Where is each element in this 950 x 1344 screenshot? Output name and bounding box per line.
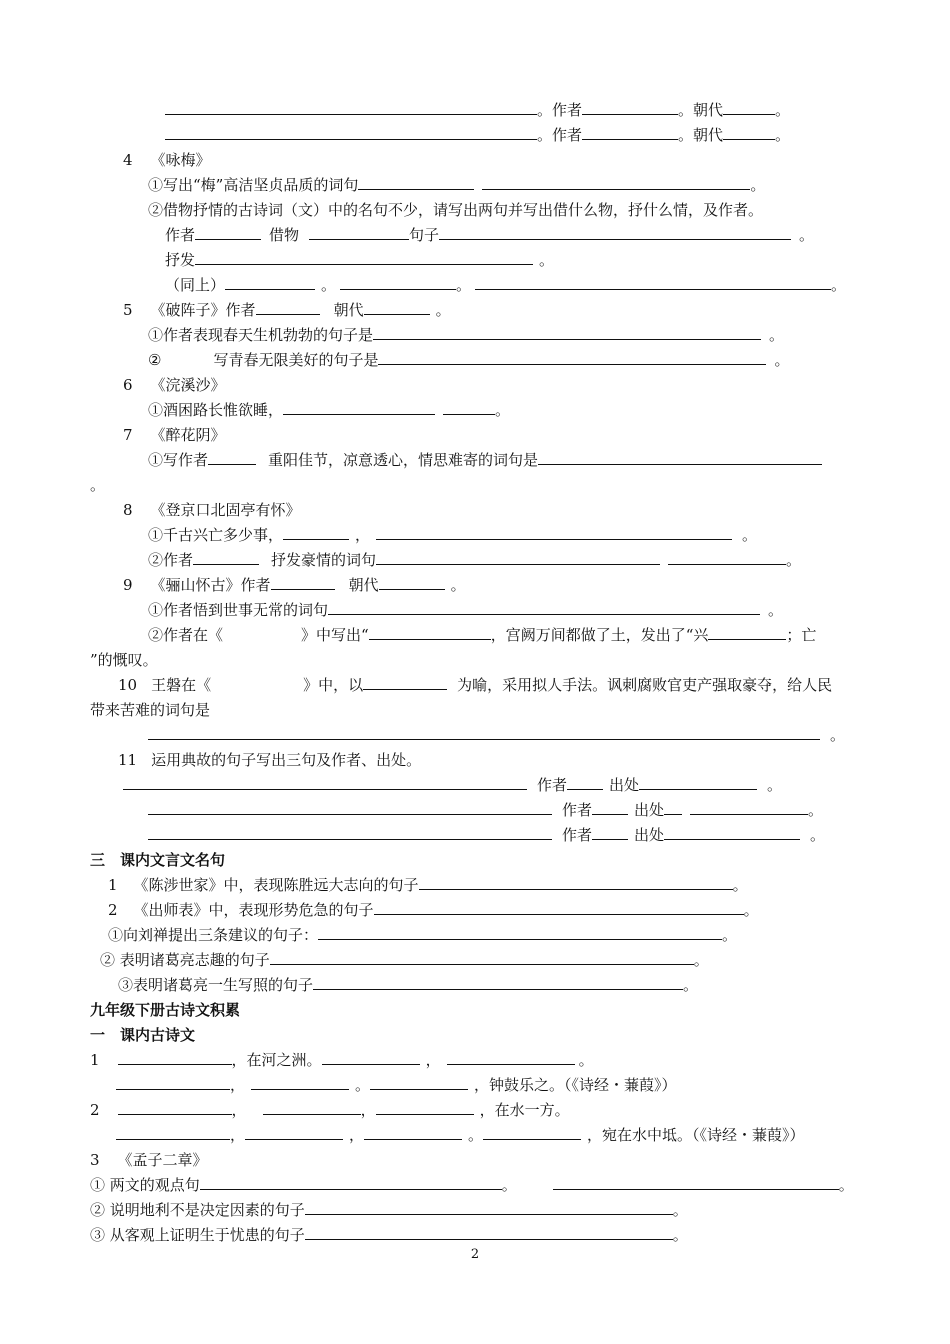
- text-label: 。: [683, 976, 699, 994]
- question-item: [165, 250, 554, 270]
- text-label: 《骊山怀古》作者: [150, 576, 271, 594]
- blank[interactable]: [483, 1125, 581, 1140]
- text-label: 》中写出“: [301, 626, 369, 644]
- blank[interactable]: [639, 775, 757, 790]
- text-label: 。: [838, 1176, 854, 1194]
- question-item: [90, 1225, 688, 1245]
- text-label: 借物: [269, 226, 300, 244]
- blank[interactable]: [582, 125, 678, 140]
- question-heading: [123, 150, 211, 170]
- text-label: ，: [425, 1051, 441, 1069]
- question-item: [148, 325, 784, 345]
- text-label: 运用典故的句子写出三句及作者、出处。: [151, 751, 422, 769]
- question-heading: [123, 425, 226, 445]
- text-label: 。: [808, 801, 824, 819]
- text-label: ，: [355, 526, 371, 544]
- text-label: 出处: [634, 826, 665, 844]
- blank[interactable]: [165, 125, 537, 140]
- blank[interactable]: [123, 775, 527, 790]
- text-label: 。: [693, 951, 709, 969]
- text-label: 。朝代: [678, 126, 724, 144]
- text-label: 。作者: [537, 126, 583, 144]
- text-label: 。: [672, 1226, 688, 1244]
- blank[interactable]: [193, 550, 259, 565]
- text-label: 三 课内文言文名句: [90, 851, 226, 869]
- question-item: [90, 1050, 594, 1070]
- text-label: ② 说明地利不是决定因素的句子: [90, 1201, 305, 1219]
- text-label: ，: [230, 1126, 246, 1144]
- question-item: [148, 800, 823, 820]
- text-label: ①千古兴亡多少事，: [148, 526, 284, 544]
- text-label: 。: [767, 776, 783, 794]
- blank[interactable]: [225, 275, 315, 290]
- text-label: 《浣溪沙》: [150, 376, 226, 394]
- text-label: 。: [774, 351, 790, 369]
- text-label: 7: [123, 426, 133, 444]
- blank[interactable]: [553, 1175, 839, 1190]
- blank[interactable]: [379, 575, 445, 590]
- text-label: 。: [539, 251, 555, 269]
- blank[interactable]: [256, 300, 320, 315]
- blank[interactable]: [376, 525, 732, 540]
- text-label: 6: [123, 376, 133, 394]
- question-item: [148, 550, 801, 570]
- text-label: 。: [578, 1051, 594, 1069]
- question-item: [116, 1125, 805, 1145]
- question-item: [90, 650, 158, 670]
- blank[interactable]: [313, 975, 683, 990]
- blank[interactable]: [373, 325, 761, 340]
- blank[interactable]: [251, 1075, 349, 1090]
- text-label: ②作者: [148, 551, 194, 569]
- section-heading: [90, 1025, 195, 1045]
- blank[interactable]: [363, 675, 447, 690]
- blank[interactable]: [592, 825, 628, 840]
- text-label: 10: [118, 676, 138, 694]
- blank[interactable]: [439, 225, 791, 240]
- text-label: 5: [123, 301, 133, 319]
- text-label: 。: [321, 276, 337, 294]
- text-label: 抒发豪情的词句: [271, 551, 377, 569]
- text-label: 作者: [537, 776, 568, 794]
- text-label: ，: [360, 1101, 376, 1119]
- blank[interactable]: [271, 575, 335, 590]
- text-label: ，: [231, 1101, 247, 1119]
- text-label: ③表明诸葛亮一生写照的句子: [118, 976, 314, 994]
- text-label: 王磐在《: [151, 676, 212, 694]
- text-label: 作者: [562, 801, 593, 819]
- text-label: 4: [123, 151, 133, 169]
- text-label: 。: [742, 526, 758, 544]
- text-label: 。: [732, 876, 748, 894]
- blank[interactable]: [309, 225, 409, 240]
- page-number: 2: [470, 1247, 480, 1262]
- blank[interactable]: [283, 525, 349, 540]
- text-label: ，在河之洲。: [231, 1051, 322, 1069]
- blank[interactable]: [475, 275, 831, 290]
- text-label: 朝代: [348, 576, 379, 594]
- text-label: 。朝代: [678, 101, 724, 119]
- question-item: [148, 825, 825, 845]
- text-label: 作者: [165, 226, 196, 244]
- text-label: 8: [123, 501, 133, 519]
- text-label: ①酒困路长惟欲睡，: [148, 401, 284, 419]
- blank[interactable]: [118, 1100, 232, 1115]
- question-heading: [123, 575, 466, 595]
- text-label: 带来苦难的词句是: [90, 701, 211, 719]
- text-label: 。: [775, 101, 791, 119]
- text-label: 《破阵子》作者: [150, 301, 256, 319]
- blank[interactable]: [165, 100, 537, 115]
- text-label: ”的慨叹。: [90, 651, 158, 669]
- question-item: [148, 400, 510, 420]
- text-label: 九年级下册古诗文积累: [90, 1001, 241, 1019]
- text-label: 一 课内古诗文: [90, 1026, 196, 1044]
- question-item: [123, 775, 782, 795]
- blank[interactable]: [723, 125, 775, 140]
- blank[interactable]: [116, 1075, 230, 1090]
- question-item: [90, 1100, 570, 1120]
- text-label: 出处: [634, 801, 665, 819]
- blank[interactable]: [358, 175, 474, 190]
- blank[interactable]: [148, 800, 552, 815]
- text-label: ③ 从客观上证明生于忧患的句子: [90, 1226, 305, 1244]
- question-item: [108, 900, 759, 920]
- question-heading: [90, 1150, 208, 1170]
- blank[interactable]: [148, 725, 820, 740]
- blank[interactable]: [447, 1050, 575, 1065]
- blank[interactable]: [118, 1050, 232, 1065]
- text-label: 。: [456, 276, 472, 294]
- blank[interactable]: [369, 625, 491, 640]
- text-label: 。: [775, 126, 791, 144]
- blank[interactable]: [305, 1225, 673, 1240]
- blank[interactable]: [376, 1100, 474, 1115]
- question-item: [116, 1075, 677, 1095]
- text-label: 。: [468, 1126, 484, 1144]
- blank[interactable]: [195, 225, 261, 240]
- text-label: 写青春无限美好的句子是: [213, 351, 379, 369]
- text-label: ①向刘禅提出三条建议的句子：: [108, 926, 319, 944]
- answer-line: [165, 100, 790, 120]
- blank[interactable]: [664, 825, 800, 840]
- text-label: 1: [108, 876, 118, 894]
- text-label: 3: [90, 1151, 100, 1169]
- blank[interactable]: [443, 400, 495, 415]
- question-item: [90, 475, 105, 495]
- blank[interactable]: [370, 1075, 468, 1090]
- blank[interactable]: [567, 775, 603, 790]
- question-item: [165, 225, 814, 245]
- text-label: ②作者在《: [148, 626, 224, 644]
- text-label: ；亡: [786, 626, 817, 644]
- blank[interactable]: [318, 925, 722, 940]
- question-heading: [123, 300, 451, 320]
- blank[interactable]: [378, 350, 766, 365]
- blank[interactable]: [208, 450, 256, 465]
- text-label: ② 表明诸葛亮志趣的句子: [100, 951, 270, 969]
- question-item: [148, 600, 783, 620]
- blank[interactable]: [538, 450, 822, 465]
- blank[interactable]: [245, 1125, 343, 1140]
- text-label: 。: [810, 826, 826, 844]
- text-label: 。: [90, 476, 106, 494]
- text-label: 。: [501, 1176, 517, 1194]
- text-label: 。: [355, 1076, 371, 1094]
- blank[interactable]: [419, 875, 733, 890]
- question-heading: [123, 500, 301, 520]
- text-label: （同上）: [165, 276, 226, 294]
- question-item: [148, 450, 822, 470]
- text-label: 。: [830, 726, 846, 744]
- blank[interactable]: [364, 1125, 462, 1140]
- text-label: ，在水一方。: [479, 1101, 570, 1119]
- text-label: ①作者悟到世事无常的词句: [148, 601, 329, 619]
- text-label: 。: [743, 901, 759, 919]
- blank[interactable]: [668, 550, 786, 565]
- text-label: 11: [118, 751, 138, 769]
- text-label: 。作者: [537, 101, 583, 119]
- text-label: 。: [495, 401, 511, 419]
- blank[interactable]: [322, 1050, 420, 1065]
- text-label: 。: [722, 926, 738, 944]
- text-label: 。: [672, 1201, 688, 1219]
- blank[interactable]: [200, 1175, 502, 1190]
- text-label: ，宛在水中坻。（《诗经・蒹葭》）: [587, 1126, 805, 1144]
- text-label: 。: [768, 601, 784, 619]
- text-label: ，: [349, 1126, 365, 1144]
- text-label: 。: [769, 326, 785, 344]
- blank[interactable]: [690, 800, 808, 815]
- blank[interactable]: [592, 800, 628, 815]
- text-label: 为喻，采用拟人手法。讽刺腐败官吏产强取豪夺，给人民: [457, 676, 833, 694]
- text-label: 。: [799, 226, 815, 244]
- blank[interactable]: [116, 1125, 230, 1140]
- blank[interactable]: [582, 100, 678, 115]
- blank[interactable]: [305, 1200, 673, 1215]
- text-label: 。: [450, 576, 466, 594]
- text-label: ②: [148, 351, 162, 369]
- answer-line: [165, 125, 790, 145]
- question-item: [165, 275, 846, 295]
- text-label: 2: [90, 1101, 100, 1119]
- question-item: [148, 625, 816, 645]
- blank[interactable]: [148, 825, 552, 840]
- blank[interactable]: [283, 400, 435, 415]
- question-item: [148, 175, 765, 195]
- blank[interactable]: [482, 175, 750, 190]
- text-label: 朝代: [333, 301, 364, 319]
- question-item: [90, 700, 210, 720]
- text-label: ，宫阙万间都做了土，发出了“兴: [490, 626, 709, 644]
- text-label: ①作者表现春天生机勃勃的句子是: [148, 326, 374, 344]
- text-label: ②借物抒情的古诗词（文）中的名句不少，请写出两句并写出借什么物，抒什么情，及作者。: [148, 201, 764, 219]
- text-label: 》中，以: [303, 676, 364, 694]
- text-label: 《咏梅》: [150, 151, 211, 169]
- question-item: [108, 875, 748, 895]
- text-label: 。: [831, 276, 847, 294]
- text-label: 1: [90, 1051, 100, 1069]
- section-heading: [90, 1000, 240, 1020]
- text-label: ，: [230, 1076, 246, 1094]
- text-label: 出处: [609, 776, 640, 794]
- question-item: [148, 725, 845, 745]
- question-item: [90, 1200, 688, 1220]
- text-label: 。: [750, 176, 766, 194]
- question-heading: [118, 750, 421, 770]
- text-label: ① 两文的观点句: [90, 1176, 200, 1194]
- blank[interactable]: [263, 1100, 361, 1115]
- section-heading: [90, 850, 225, 870]
- text-label: ①写出“梅”高洁坚贞品质的词句: [148, 176, 359, 194]
- text-label: 9: [123, 576, 133, 594]
- blank[interactable]: [195, 250, 533, 265]
- question-item: [108, 925, 737, 945]
- blank[interactable]: [723, 100, 775, 115]
- question-item: [90, 1175, 854, 1195]
- question-item: [148, 350, 789, 370]
- blank[interactable]: [708, 625, 786, 640]
- blank[interactable]: [374, 900, 744, 915]
- question-heading: [118, 675, 832, 695]
- text-label: ，钟鼓乐之。（《诗经・蒹葭》）: [474, 1076, 677, 1094]
- blank[interactable]: [364, 300, 430, 315]
- question-heading: [123, 375, 226, 395]
- blank[interactable]: [340, 275, 456, 290]
- text-label: ①写作者: [148, 451, 209, 469]
- question-item: [100, 950, 709, 970]
- text-label: 句子: [409, 226, 440, 244]
- text-label: 作者: [562, 826, 593, 844]
- text-label: 抒发: [165, 251, 196, 269]
- text-label: 重阳佳节，凉意透心，情思难寄的词句是: [268, 451, 539, 469]
- question-item: [148, 200, 763, 220]
- text-label: 。: [435, 301, 451, 319]
- text-label: 。: [786, 551, 802, 569]
- text-label: 《出师表》中，表现形势危急的句子: [133, 901, 374, 919]
- blank[interactable]: [328, 600, 760, 615]
- text-label: 《孟子二章》: [117, 1151, 208, 1169]
- question-item: [148, 525, 757, 545]
- text-label: 2: [108, 901, 118, 919]
- question-item: [118, 975, 698, 995]
- blank[interactable]: [664, 800, 682, 815]
- text-label: 《醉花阴》: [150, 426, 226, 444]
- blank[interactable]: [270, 950, 694, 965]
- blank[interactable]: [376, 550, 660, 565]
- text-label: 《登京口北固亭有怀》: [150, 501, 301, 519]
- text-label: 《陈涉世家》中，表现陈胜远大志向的句子: [133, 876, 419, 894]
